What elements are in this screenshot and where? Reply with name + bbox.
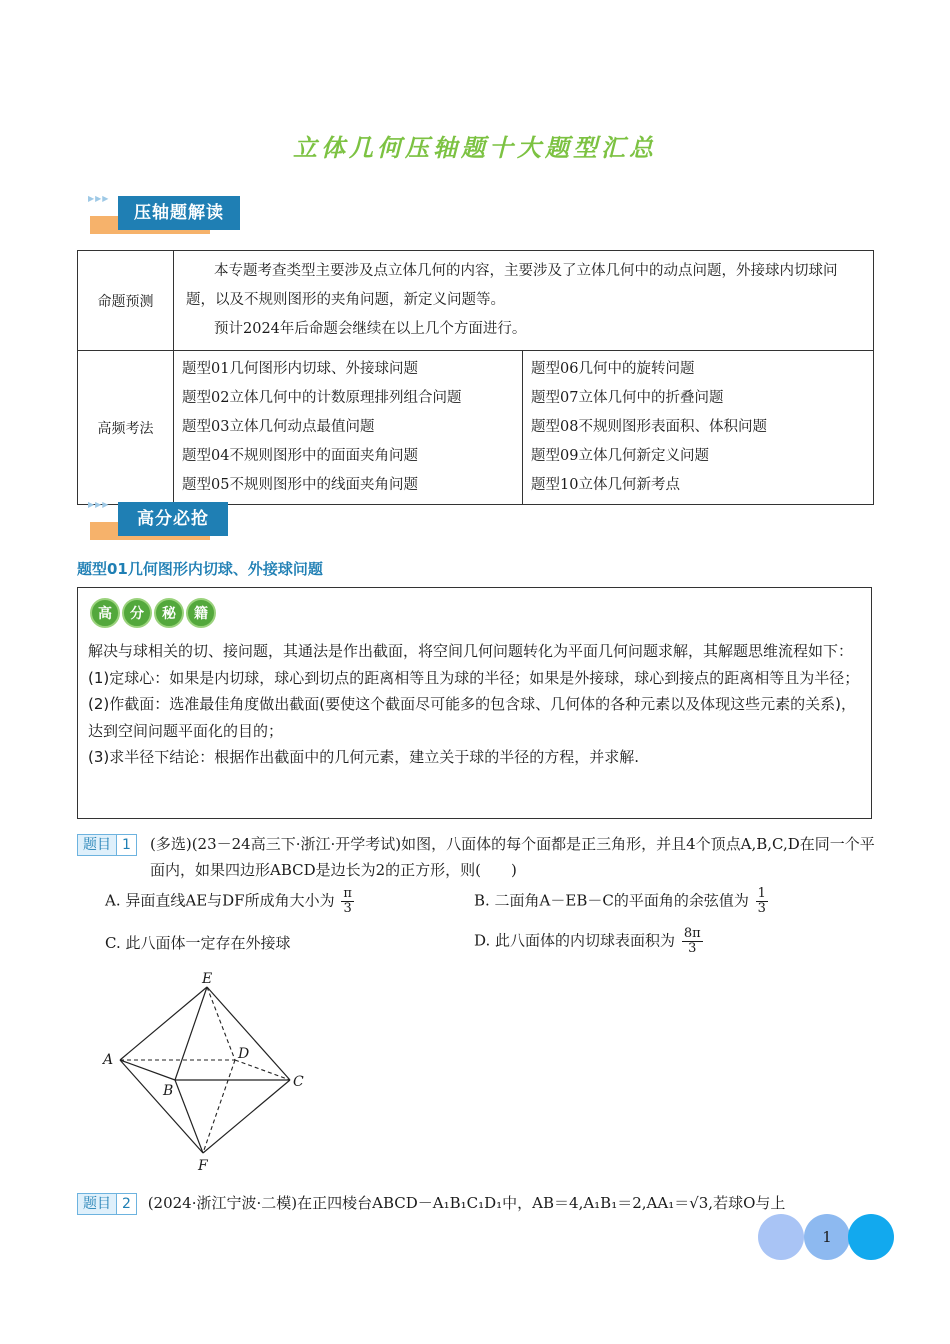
option-c[interactable] (105, 932, 290, 953)
types-right-column (523, 351, 874, 505)
tips-text (88, 638, 866, 771)
row-label-prediction: 命题预测 (78, 251, 174, 351)
tip-line: (2)作截面：选准最佳角度做出截面(要使这个截面尽可能多的包含球、几何体的各种元素以及体现这些元素的关系)，达到空间问题平面化的目的； (88, 695, 856, 740)
option-text: B. 二面角A－EB－C的平面角的余弦值为 (474, 891, 749, 910)
arrow-decoration-icon: ▶▶▶ (88, 500, 110, 509)
page-number: 1 (822, 1228, 832, 1246)
vertex-label-f: F (198, 1158, 208, 1174)
option-a[interactable] (105, 887, 356, 916)
type-item: 题型06几何中的旋转问题 (531, 361, 695, 377)
category-title: 题型01几何图形内切球、外接球问题 (77, 560, 323, 578)
octahedron-figure (95, 965, 315, 1180)
question-stem: (2024·浙江宁波·二模)在正四棱台ABCD－A₁B₁C₁D₁中，AB＝4,A₁B₁＝2,AA₁＝√3,若球O与上 (147, 1194, 786, 1212)
tip-line: 解决与球相关的切、接问题，其通法是作出截面，将空间几何问题转化为平面几何问题求解，其解题思维流程如下： (88, 642, 854, 660)
question-label (77, 834, 137, 856)
type-item: 题型10立体几何新考点 (531, 477, 680, 493)
section-banner-scoring (88, 502, 248, 542)
type-item: 题型08不规则图形表面积、体积问题 (531, 419, 767, 435)
type-item: 题型02立体几何中的计数原理排列组合问题 (182, 390, 462, 406)
tip-line: (3)求半径下结论：根据作出截面中的几何元素，建立关于球的半径的方程，并求解. (88, 748, 640, 766)
row-label-types: 高频考法 (78, 351, 174, 505)
type-item: 题型09立体几何新定义问题 (531, 448, 709, 464)
tips-box (77, 587, 872, 819)
option-b[interactable] (474, 887, 770, 916)
decor-circle (758, 1214, 804, 1260)
type-item: 题型07立体几何中的折叠问题 (531, 390, 724, 406)
question-stem: (多选)(23－24高三下·浙江·开学考试)如图，八面体的每个面都是正三角形，并且4个顶点A,B,C,D在同一个平面内，如果四边形ABCD是边长为2的正方形，则( ) (150, 835, 875, 879)
badge: 分 (122, 598, 152, 628)
question-label-text: 题目 (83, 1196, 111, 1212)
type-item: 题型05不规则图形中的线面夹角问题 (182, 477, 418, 493)
section-label: 高分必抢 (118, 502, 228, 536)
type-item: 题型03立体几何动点最值问题 (182, 419, 375, 435)
option-text: D. 此八面体的内切球表面积为 (474, 931, 676, 950)
question-1 (77, 831, 877, 879)
page-number-badge (758, 1214, 898, 1262)
question-number: 2 (116, 1194, 136, 1214)
section-label: 压轴题解读 (118, 196, 240, 230)
prediction-paragraph: 预计2024年后命题会继续在以上几个方面进行。 (214, 321, 527, 337)
badge: 高 (90, 598, 120, 628)
types-left-column (174, 351, 523, 505)
badge: 籍 (186, 598, 216, 628)
question-number: 1 (116, 835, 136, 855)
type-item: 题型04不规则图形中的面面夹角问题 (182, 448, 418, 464)
question-label-text: 题目 (83, 837, 111, 853)
question-label (77, 1193, 137, 1215)
fraction: $\frac{1}{3}$ (757, 886, 766, 916)
fraction: $\frac{8\pi}{3}$ (683, 926, 701, 956)
page-title: 立体几何压轴题十大题型汇总 (293, 134, 657, 162)
info-table (77, 250, 874, 505)
option-d[interactable] (474, 927, 705, 956)
prediction-cell (174, 251, 874, 351)
arrow-decoration-icon: ▶▶▶ (88, 194, 110, 203)
badge: 秘 (154, 598, 184, 628)
prediction-paragraph: 本专题考查类型主要涉及点立体几何的内容，主要涉及了立体几何中的动点问题，外接球内切球问题，以及不规则图形的夹角问题，新定义问题等。 (186, 263, 838, 308)
option-text: A. 异面直线AE与DF所成角大小为 (105, 891, 335, 910)
vertex-label-c: C (293, 1074, 304, 1090)
type-item: 题型01几何图形内切球、外接球问题 (182, 361, 418, 377)
vertex-label-d: D (238, 1046, 250, 1062)
option-text: C. 此八面体一定存在外接球 (105, 934, 291, 952)
decor-circle (848, 1214, 894, 1260)
fraction: $\frac{\pi}{3}$ (343, 886, 352, 916)
vertex-label-a: A (103, 1052, 114, 1068)
section-banner-interpretation (88, 196, 248, 236)
question-2 (77, 1192, 785, 1215)
vertex-label-b: B (163, 1083, 174, 1099)
tip-line: (1)定球心：如果是内切球，球心到切点的距离相等且为球的半径；如果是外接球，球心到接点的距离相等且为半径； (88, 668, 860, 687)
vertex-label-e: E (202, 971, 213, 987)
tips-badge-row (90, 598, 216, 628)
